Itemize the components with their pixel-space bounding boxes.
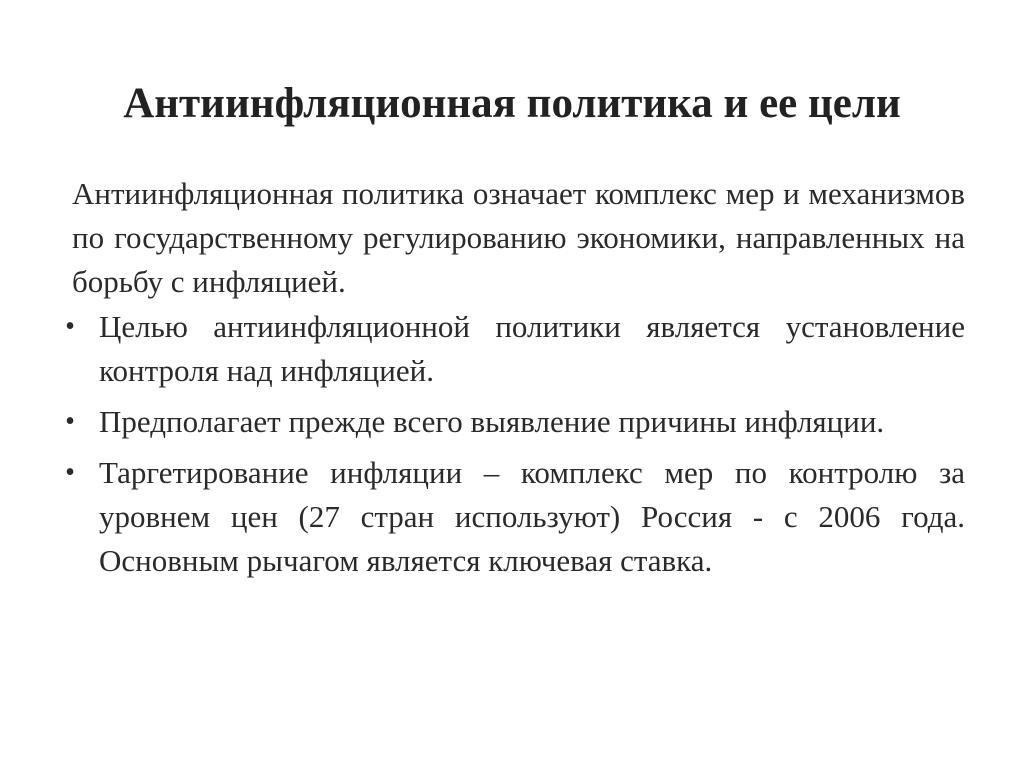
- intro-paragraph: Антиинфляционная политика означает комплекс мер и механизмов по государственному регулированию экономики, направленных на борьбу с инфляцией.: [72, 176, 965, 299]
- bullet-icon: •: [65, 457, 75, 488]
- bullet-item-goal: [60, 305, 965, 393]
- slide-title: Антиинфляционная политика и ее цели: [123, 80, 901, 127]
- bullet-icon: •: [65, 311, 75, 342]
- bullet-item-causes: [60, 400, 965, 444]
- bullet-list: [60, 305, 965, 583]
- bullet-icon: •: [65, 406, 75, 437]
- bullet-text: Предполагает прежде всего выявление причины инфляции.: [99, 404, 885, 439]
- bullet-item-targeting: [60, 451, 965, 583]
- bullet-text: Таргетирование инфляции – комплекс мер по контролю за уровнем цен (27 стран используют) Россия - с 2006 года. Основным рычагом является ключевая ставка.: [99, 455, 965, 578]
- bullet-text: Целью антиинфляционной политики является установление контроля над инфляцией.: [99, 309, 965, 388]
